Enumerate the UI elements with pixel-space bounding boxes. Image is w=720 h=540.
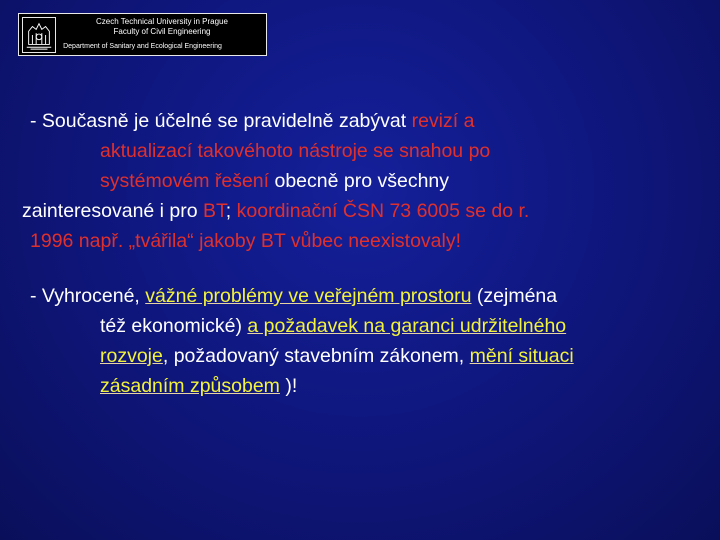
paragraph-1-line-1 xyxy=(30,106,529,136)
university-name: Czech Technical University in Prague xyxy=(96,17,228,26)
institution-header xyxy=(18,13,267,56)
highlight-yellow: vážné problémy ve veřejném prostoru xyxy=(145,285,472,307)
paragraph-1 xyxy=(22,106,530,256)
paragraph-2-line-1 xyxy=(30,281,574,311)
highlight-red: koordinační ČSN 73 6005 se do r. xyxy=(236,200,530,222)
text-segment: zainteresované i pro xyxy=(22,200,204,222)
paragraph-2-line-4 xyxy=(30,371,574,401)
paragraph-2 xyxy=(30,281,574,401)
paragraph-1-line-3 xyxy=(30,166,529,196)
text-segment: - Vyhrocené, xyxy=(30,285,146,307)
highlight-yellow: rozvoje xyxy=(100,345,163,367)
department-name: Department of Sanitary and Ecological Engineering xyxy=(63,43,222,50)
highlight-red: BT xyxy=(203,200,226,222)
highlight-red: aktualizací takovéhoto nástroje se snahou po xyxy=(100,140,491,162)
paragraph-1-line-2 xyxy=(30,136,529,166)
highlight-red: systémovém řešení xyxy=(100,170,270,192)
text-segment: )! xyxy=(279,375,298,397)
faculty-name: Faculty of Civil Engineering xyxy=(113,27,211,36)
text-segment: - Současně je účelné se pravidelně zabývat xyxy=(30,110,412,132)
highlight-yellow: a požadavek na garanci udržitelného xyxy=(247,315,567,337)
paragraph-2-line-3 xyxy=(30,341,574,371)
paragraph-1-line-4 xyxy=(22,196,529,226)
highlight-yellow: mění situaci xyxy=(469,345,574,367)
text-segment: ; xyxy=(225,200,237,222)
text-segment: obecně pro všechny xyxy=(269,170,450,192)
highlight-red: 1996 např. „tvářila“ jakoby xyxy=(30,230,256,252)
text-segment: (zejména xyxy=(471,285,558,307)
paragraph-2-line-2 xyxy=(30,311,574,341)
highlight-red: BT vůbec neexistovaly! xyxy=(255,230,462,252)
text-segment: též ekonomické) xyxy=(100,315,248,337)
highlight-yellow: zásadním způsobem xyxy=(100,375,280,397)
highlight-red: revizí a xyxy=(411,110,475,132)
paragraph-1-line-5 xyxy=(30,226,529,256)
text-segment: , požadovaný stavebním zákonem, xyxy=(162,345,470,367)
